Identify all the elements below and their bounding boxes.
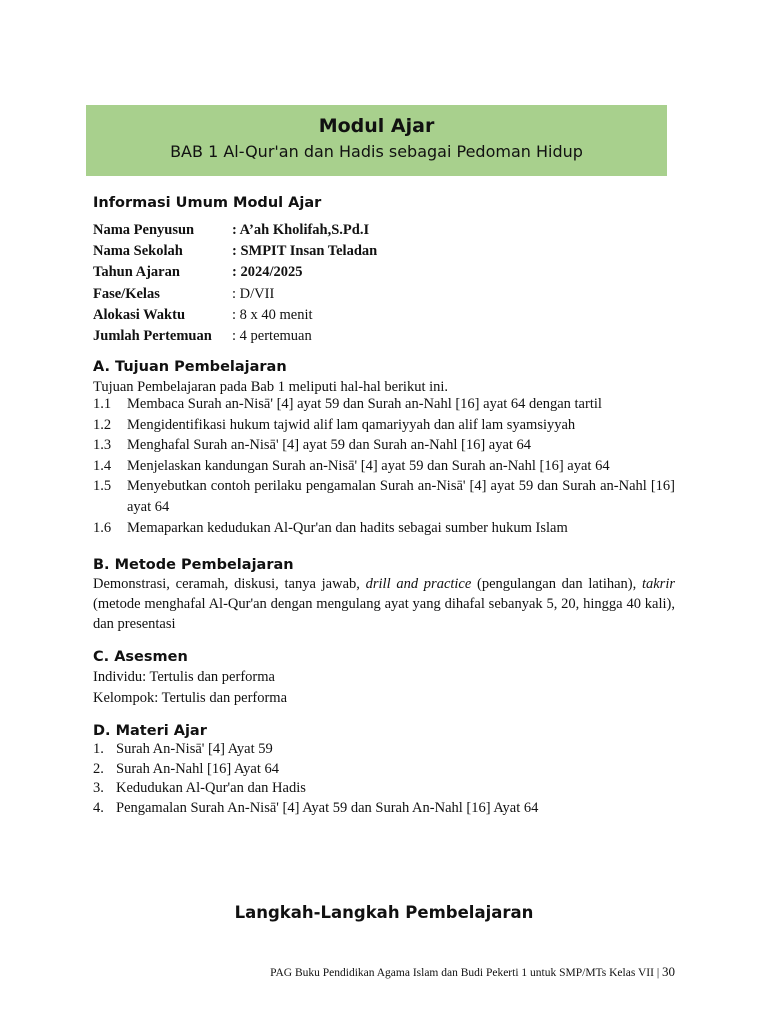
item-number: 1.5 [93,478,112,495]
objectives-list [93,394,675,538]
info-key: Nama Sekolah [93,243,183,260]
item-number: 1.1 [93,396,112,412]
assessment-lines [93,667,287,708]
item-number: 1. [93,741,104,757]
text-run: (pengulangan dan latihan), [471,576,642,592]
item-text: Pengamalan Surah An-Nisā' [4] Ayat 59 dan Surah An-Nahl [16] Ayat 64 [116,800,539,817]
item-number: 1.2 [93,416,112,433]
info-value: : A’ah Kholifah,S.Pd.I [232,222,370,238]
section-b-heading: B. Metode Pembelajaran [93,557,294,573]
list-item [93,415,675,436]
item-number: 1.4 [93,457,112,474]
info-key: Tahun Ajaran [93,264,180,281]
item-number: 1.3 [93,437,112,454]
footer-separator: | [656,967,660,979]
list-item [93,740,538,760]
item-text: Memaparkan kedudukan Al-Qur'an dan hadits sebagai sumber hukum Islam [127,519,568,536]
item-text: Membaca Surah an-Nisā' [4] ayat 59 dan Surah an-Nahl [16] ayat 64 dengan tartil [127,396,602,412]
italic-term: takrir [641,576,675,592]
section-b-paragraph [93,574,675,634]
info-key: Jumlah Pertemuan [93,327,212,344]
info-table [93,220,377,347]
text-run: Demonstrasi, ceramah, diskusi, tanya jawab, [93,576,366,592]
info-heading: Informasi Umum Modul Ajar [93,195,322,211]
item-number: 4. [93,800,104,817]
list-item [93,435,675,456]
list-item [93,779,538,799]
info-row [93,284,377,305]
item-text: Menghafal Surah an-Nisā' [4] ayat 59 dan Surah an-Nahl [16] ayat 64 [127,437,532,454]
list-item [93,394,675,415]
page-number: 30 [662,964,675,979]
list-item [93,476,675,517]
item-text: Surah An-Nisā' [4] Ayat 59 [116,741,273,757]
info-key: Alokasi Waktu [93,306,186,323]
info-value: : 8 x 40 menit [232,306,313,323]
info-value: : 2024/2025 [232,264,303,281]
item-number: 3. [93,780,104,797]
title-banner [86,105,667,176]
steps-heading: Langkah-Langkah Pembelajaran [234,903,534,922]
chapter-subtitle: BAB 1 Al-Qur'an dan Hadis sebagai Pedoman Hidup [170,142,583,161]
info-key: Fase/Kelas [93,285,160,302]
item-text: Menjelaskan kandungan Surah an-Nisā' [4] ayat 59 dan Surah an-Nahl [16] ayat 64 [127,457,610,474]
footer-text: PAG Buku Pendidikan Agama Islam dan Budi Pekerti 1 untuk SMP/MTs Kelas VII [270,967,654,979]
item-number: 2. [93,760,104,777]
info-row [93,305,377,326]
text-run: (metode menghafal Al-Qur'an dengan mengulang ayat yang dihafal sebanyak 5, 20, hingga 40 kali), dan presentasi [93,596,675,632]
section-d-heading: D. Materi Ajar [93,723,207,739]
materials-list [93,740,538,819]
info-row [93,220,377,241]
section-a-heading: A. Tujuan Pembelajaran [93,359,287,375]
module-title: Modul Ajar [318,115,435,137]
list-item [93,456,675,477]
page-footer [270,964,675,980]
item-text: Mengidentifikasi hukum tajwid alif lam qamariyyah dan alif lam syamsiyyah [127,416,576,433]
info-value: : SMPIT Insan Teladan [232,243,378,260]
section-c-heading: C. Asesmen [93,649,188,665]
item-text: Surah An-Nahl [16] Ayat 64 [116,760,279,777]
info-row [93,326,377,347]
section-a-intro: Tujuan Pembelajaran pada Bab 1 meliputi hal-hal berikut ini. [93,379,449,395]
assessment-line: Kelompok: Tertulis dan performa [93,689,288,706]
item-number: 1.6 [93,519,112,536]
info-row [93,241,377,262]
item-text: Kedudukan Al-Qur'an dan Hadis [116,780,306,797]
list-item [93,518,675,539]
info-row [93,262,377,283]
list-item [93,799,538,819]
italic-term: drill and practice [365,576,472,592]
item-text: Menyebutkan contoh perilaku pengamalan Surah an-Nisā' [4] ayat 59 dan Surah an-Nahl [16] ayat 64 [127,478,675,515]
list-item [93,760,538,780]
info-value: : D/VII [232,285,275,302]
info-value: : 4 pertemuan [232,327,312,344]
assessment-line: Individu: Tertulis dan performa [93,669,275,685]
info-key: Nama Penyusun [93,222,195,238]
